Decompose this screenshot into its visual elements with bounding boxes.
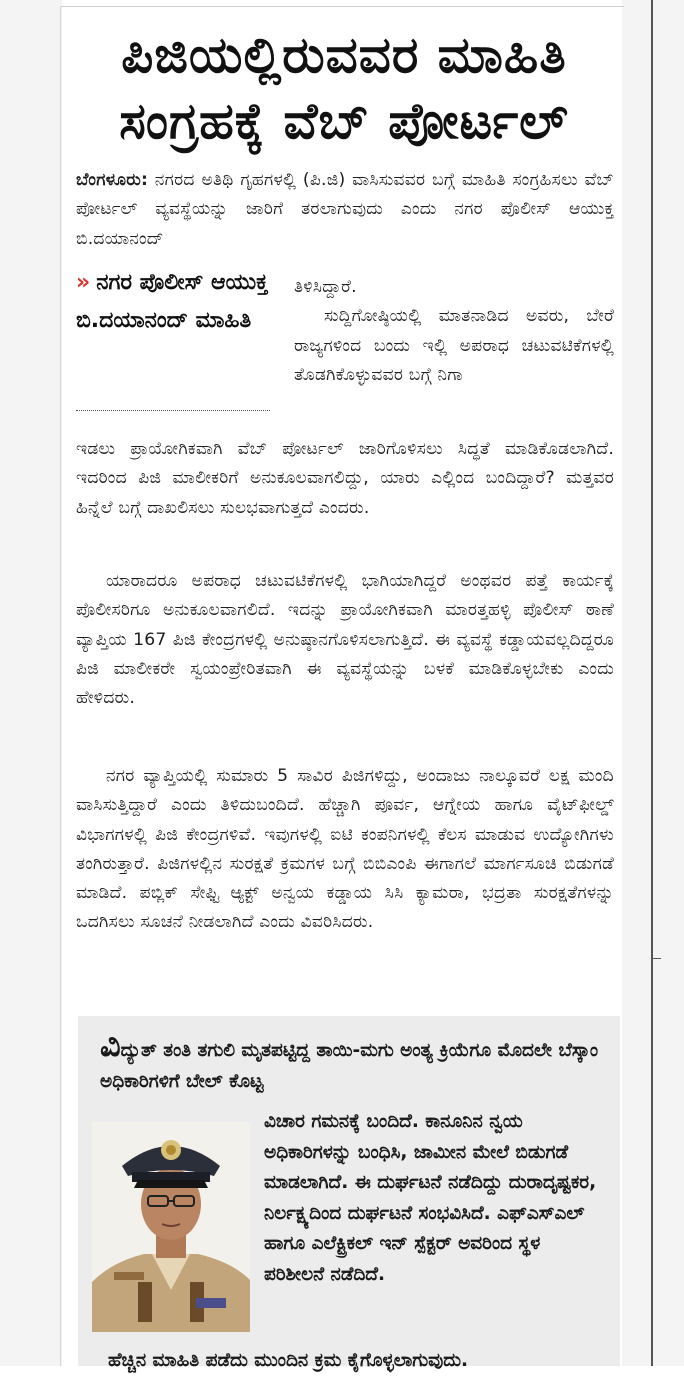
intro-ending: ತಿಳಿಸಿದ್ದಾರೆ. <box>294 277 357 297</box>
headline-line-2: ಸಂಗ್ರಹಕ್ಕೆ ವೆಬ್ ಪೋರ್ಟಲ್ <box>119 92 569 150</box>
pull-quote-rule <box>76 410 270 411</box>
pull-quote-text: ನಗರ ಪೊಲೀಸ್ ಆಯುಕ್ತ ಬಿ.ದಯಾನಂದ್ ಮಾಹಿತಿ <box>76 270 268 333</box>
news-article <box>64 10 620 1371</box>
sidebar-box-last-line: ಹೆಚ್ಚಿನ ಮಾಹಿತಿ ಪಡೆದು ಮುಂದಿನ ಕ್ರಮ ಕೈಗೊಳ್ಳಲಾಗುವುದು. <box>108 1350 469 1371</box>
wrapped-column <box>294 273 614 390</box>
commissioner-photo <box>92 1122 250 1332</box>
headline-line-1: ಪಿಜಿಯಲ್ಲಿರುವವರ ಮಾಹಿತಿ <box>121 26 567 84</box>
intro-paragraph <box>76 166 614 254</box>
intro-text: ನಗರದ ಅತಿಥಿ ಗೃಹಗಳಲ್ಲಿ (ಪಿ.ಜಿ) ವಾಸಿಸುವವರ ಬಗ್ಗೆ ಮಾಹಿತಿ ಸಂಗ್ರಹಿಸಲು ವೆಬ್ ಪೋರ್ಟಲ್ ವ್ಯವಸ್ಥೆಯನ್ನು ಜಾರಿಗೆ ತರಲಾಗುವುದು ಎಂದು ನಗರ ಪೊಲೀಸ್ ಆಯುಕ್ತ ಬಿ.ದಯಾನಂದ್ <box>76 170 614 249</box>
pull-quote-chevron-icon: » <box>76 270 91 295</box>
column-divider-tick <box>651 958 661 959</box>
sidebar-box <box>78 1016 620 1371</box>
sidebar-box-lead-text: ದ್ಯುತ್ ತಂತಿ ತಗುಲಿ ಮೃತಪಟ್ಟಿದ್ದ ತಾಯಿ-ಮಗು ಅಂತ್ಯ ಕ್ರಿಯೆಗೂ ಮೊದಲೇ ಬೆಸ್ಕಾಂ ಅಧಿಕಾರಿಗಳಿಗೆ ಬೇಲ್ ಕೊಟ್ಟ <box>100 1040 599 1092</box>
page-top-edge <box>60 6 624 7</box>
dateline: ಬೆಂಗಳೂರು: <box>76 170 149 190</box>
column-divider <box>651 0 653 1366</box>
sidebar-box-lead <box>100 1026 600 1097</box>
pull-quote <box>76 264 272 340</box>
paragraph-2-continued: ಇಡಲು ಪ್ರಾಯೋಗಿಕವಾಗಿ ವೆಬ್ ಪೋರ್ಟಲ್ ಜಾರಿಗೊಳಿಸಲು ಸಿದ್ಧತೆ ಮಾಡಿಕೊಡಲಾಗಿದೆ. ಇದರಿಂದ ಪಿಜಿ ಮಾಲೀಕರಿಗೆ ಅನುಕೂಲವಾಗಲಿದ್ದು, ಯಾರು ಎಲ್ಲಿಂದ ಬಂದಿದ್ದಾರೆ? ಮತ್ತವರ ಹಿನ್ನೆಲೆ ಬಗ್ಗೆ ದಾಖಲಿಸಲು ಸುಲಭವಾಗುತ್ತದೆ ಎಂದರು. <box>76 439 614 518</box>
commissioner-photo-image <box>92 1122 250 1332</box>
sidebar-box-body: ವಿಚಾರ ಗಮನಕ್ಕೆ ಬಂದಿದೆ. ಕಾನೂನಿನ ನ್ವಯ ಅಧಿಕಾರಿಗಳನ್ನು ಬಂಧಿಸಿ, ಜಾಮೀನ ಮೇಲೆ ಬಿಡುಗಡೆ ಮಾಡಲಾಗಿದೆ. ಈ ದುರ್ಘಟನೆ ನಡೆದಿದ್ದು ದುರಾದೃಷ್ಟಕರ, ನಿರ್ಲಕ್ಷ್ಯದಿಂದ ದುರ್ಘಟನೆ ಸಂಭವಿಸಿದೆ. ಎಫ್‌ಎಸ್‌ಎಲ್ ಹಾಗೂ ಎಲೆಕ್ಟ್ರಿಕಲ್ ಇನ್ ಸ್ಪೆಕ್ಟರ್ ಅವರಿಂದ ಸ್ಥಳ ಪರಿಶೀಲನೆ ನಡೆದಿದೆ. <box>264 1111 597 1285</box>
paragraph-2-start: ಸುದ್ದಿಗೋಷ್ಠಿಯಲ್ಲಿ ಮಾತನಾಡಿದ ಅವರು, ಬೇರೆ ರಾಜ್ಯಗಳಿಂದ ಬಂದು ಇಲ್ಲಿ ಅಪರಾಧ ಚಟುವಟಿಕೆಗಳಲ್ಲಿ ತೊಡಗಿಕೊಳ್ಳುವವರ ಬಗ್ಗೆ ನಿಗಾ <box>294 306 614 385</box>
page-left-edge <box>60 6 61 1366</box>
drop-initial: ವಿ <box>100 1026 121 1064</box>
headline <box>74 22 614 154</box>
paragraph-4: ನಗರ ವ್ಯಾಪ್ತಿಯಲ್ಲಿ ಸುಮಾರು 5 ಸಾವಿರ ಪಿಜಿಗಳಿದ್ದು, ಅಂದಾಜು ನಾಲ್ಕೂವರೆ ಲಕ್ಷ ಮಂದಿ ವಾಸಿಸುತ್ತಿದ್ದಾರೆ ಎಂದು ತಿಳಿದುಬಂದಿದೆ. ಹೆಚ್ಚಾಗಿ ಪೂರ್ವ, ಆಗ್ನೇಯ ಹಾಗೂ ವೈಟ್‌ಫೀಲ್ಡ್ ವಿಭಾಗಗಳಲ್ಲಿ ಪಿಜಿ ಕೇಂದ್ರಗಳಿವೆ. ಇವುಗಳಲ್ಲಿ ಐಟಿ ಕಂಪನಿಗಳಲ್ಲಿ ಕೆಲಸ ಮಾಡುವ ಉದ್ಯೋಗಿಗಳು ತಂಗಿರುತ್ತಾರೆ. ಪಿಜಿಗಳಲ್ಲಿನ ಸುರಕ್ಷತೆ ಕ್ರಮಗಳ ಬಗ್ಗೆ ಬಿಬಿಎಂಪಿ ಈಗಾಗಲೆ ಮಾರ್ಗಸೂಚಿ ಬಿಡುಗಡೆ ಮಾಡಿದೆ. ಪಬ್ಲಿಕ್ ಸೇಫ್ಟಿ ಆ್ಯಕ್ಟ್ ಅನ್ವಯ ಕಡ್ಡಾಯ ಸಿಸಿ ಕ್ಯಾಮರಾ, ಭದ್ರತಾ ಸುರಕ್ಷತೆಗಳನ್ನು ಒದಗಿಸಲು ಸೂಚನೆ ನೀಡಲಾಗಿದೆ ಎಂದು ವಿವರಿಸಿದರು. <box>76 766 614 933</box>
page-margin-right <box>622 0 684 1366</box>
page-margin-left <box>0 0 62 1366</box>
paragraph-3: ಯಾರಾದರೂ ಅಪರಾಧ ಚಟುವಟಿಕೆಗಳಲ್ಲಿ ಭಾಗಿಯಾಗಿದ್ದರೆ ಅಂಥವರ ಪತ್ತೆ ಕಾರ್ಯಕ್ಕೆ ಪೊಲೀಸರಿಗೂ ಅನುಕೂಲವಾಗಲಿದೆ. ಇದನ್ನು ಪ್ರಾಯೋಗಿಕವಾಗಿ ಮಾರತ್ತಹಳ್ಳಿ ಪೊಲೀಸ್ ಠಾಣೆ ವ್ಯಾಪ್ತಿಯ 167 ಪಿಜಿ ಕೇಂದ್ರಗಳಲ್ಲಿ ಅನುಷ್ಠಾನಗೊಳಿಸಲಾಗುತ್ತಿದೆ. ಈ ವ್ಯವಸ್ಥೆ ಕಡ್ಡಾಯವಲ್ಲದಿದ್ದರೂ ಪಿಜಿ ಮಾಲೀಕರೇ ಸ್ವಯಂಪ್ರೇರಿತವಾಗಿ ಈ ವ್ಯವಸ್ಥೆಯನ್ನು ಬಳಕೆ ಮಾಡಿಕೊಳ್ಳಬೇಕು ಎಂದು ಹೇಳಿದರು. <box>76 571 614 709</box>
